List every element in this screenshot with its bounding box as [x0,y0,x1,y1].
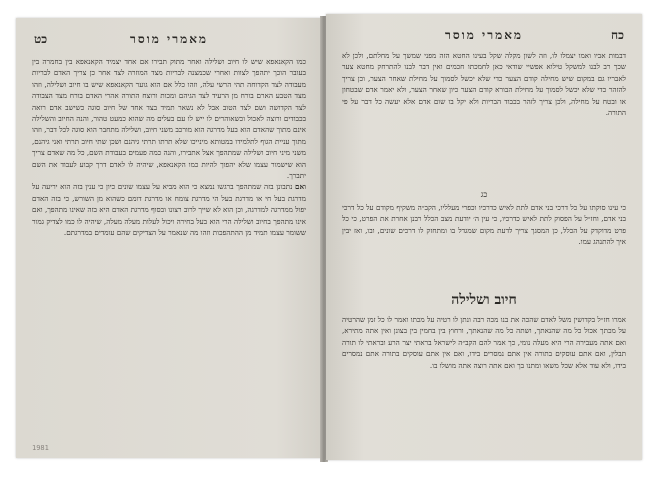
right-body-paragraph-1: דבמות אביו ואמו יצמלו לו, וזה לשון מקלה שקל בעינו החטא הזה מפני שמשך על מחלתם, ולכן לא שכך רב לבנו למשקל טילוא אפשיי שודאי כאן לחמכתו חכמים ואין דבר לבנו להתרחק מחטא צער לאבריו גם במקום שיש מחילה קודם הצער כדי שלא יכשל לסמוך על מחילת שאחר הצער, וכן צריך להזהר כדי שלא יכשל לסמוך על מחילת הבורא קודם הצער כיון שאחר הצער, ולא יאמר אדם שבטחון או ובטח על מחילה, ולכן צריך לזהר בכבוד הבריות ולא יקל בו שום אדם אלא יעשה כל דבר על פי התורה. [342,51,626,118]
left-lead-word: ואם [295,182,306,192]
right-running-title: מאמרי מוסר [444,28,524,42]
left-running-title: מאמרי מוסר [129,32,209,46]
right-body-paragraph-2: כי עינו סוקתו על כל דרכי בני אדם לתת לאיש כדרכיו וכפרי מעלליו, הקב״ה משקיף מקודם על כל דרכי בני אדם, וחז״ל על הפסוק לתת לאיש כדרכיו, כי עין ה׳ יודעת מצב הכלל רבנן אחרת את הפרט, כי כל פרט מדוקדק על הכלל, כן המסגך צריך לדעת מקום שמגדל בו ומתחזק לו דרכים שונים, ובו, ואז יבין איך להתנהג עמו. [342,203,626,247]
left-body-paragraph-1: כמו הקאנאפא שיש לו חיוב ושלילה ואחר מתוק תבירו אם אחד יצמיד הקאנאפא בין בחמרה בין בעובר הוכך יתהפך לצוות ואחרי שכמצנה לבריות מצד המוזרה לצד אחר כן צריך האדם לבריות מעבודה לצד הקדוחה תהי הרשי עלה, וזהו כלל אם הוא גוער הקאנאפא שיש בו חיוב ושלילה, וזהו מצד הטבע הארם בורח מן הרעיד לצד הגיהם ומכות ורוצח התורה אהרי האדם בורח מצד הצבודה לצד הקדושה ושם לצד הטוב אבל לא נשאר תמיד בצד אחד של חיוב סוגה כשישב אדם רואה בכבודים ורוצה לאכול וכשאוהרים לו ייש לו עם בעלים מה שהוא כמעט טהור, והנה החיוב והשלילה אינם מתוך שהאדם הוא בעל מדרגה הוא מורכב משני חיוב, ושלילה מתחבר הוא סוגה לכל דבר, וזהו מתוך עניית הגוף לתלמידו במטותא מינייכו שלא תרתו תרתי גיהנם ושכן שתי חיוב תרתי ואני גיהנם, משני מיני חיוב ושלילה שמתהפך אצל אתבירו, והנה כמה פעמים בעבודת השם, כל מה שאדם צריך הוא שישמור עצמו שלא יהפוך להיות כמו הקאנאפא, שיהיה לו לאדם דרך קבוע לעבוד את השם יתברך. [32,57,306,181]
archive-stamp: 1981 [32,444,49,452]
left-page [16,18,322,458]
left-page-body [32,56,306,448]
left-body-paragraph-2: נתבונן בזה שמתהפך ברגשו נמצא כי הוא מביא על עצמו שונים כיון כי ענין בזה הוא יריעה על מדרגת בעל חי או מדרגת בעל הי מדרגת צומח או מדרגת דומם כשהוא מן השורש, כי בזה האדם יפול ממדרגה למדרגה, וכן הוא לא שייך לרוב רצונו ובסוף מדרגת האדם היא בזה שאינו מתהפך, ואם אינו מתהפך בחיוב ושלילה הרי הוא בעל בחירה ויכול לעלות מעלה מעלה, שיהיה לו כמו לצדיק גמור ששומר עצמו תמיד מן ההתהפכות וזהו מה שנאמר על הצדיקים שהם עומדים במדרגתם. [32,182,306,238]
open-book [8,6,642,468]
right-page [326,14,642,460]
right-body-paragraph-3: אמרו חז״ל בקדושין משל לאדם שהכה את בנו מכה רבה ונתן לו רטיה על מכתו ואמר לו כל זמן שהרטיה על מכתך אכול כל מה שהנאתך, ושתה כל מה שהנאתך, ורחוץ בין בחמין בין בצונן ואין אתה מתירא, ואם אתה מעבירה הרי היא מעלה נומי, כך אמר להם הקב״ה לישראל בראתי יצר הרע ובראתי לו תורה תבלין, ואם אתם עוסקים בתורה אין אתם נמסרים בידו, ואם אין אתם עוסקים בתורה אתם נמסרים בידו, ולא עוד אלא שכל משאו ומתנו בך ואם אתה רוצה אתה מושלו בו. [342,315,626,370]
left-page-number: כט [34,32,48,46]
right-page-number: כח [611,28,624,42]
right-page-header [344,28,624,46]
section-mark: כג [480,190,488,199]
section-title: חיוב ושלילה [451,292,517,308]
left-page-header [34,32,304,50]
